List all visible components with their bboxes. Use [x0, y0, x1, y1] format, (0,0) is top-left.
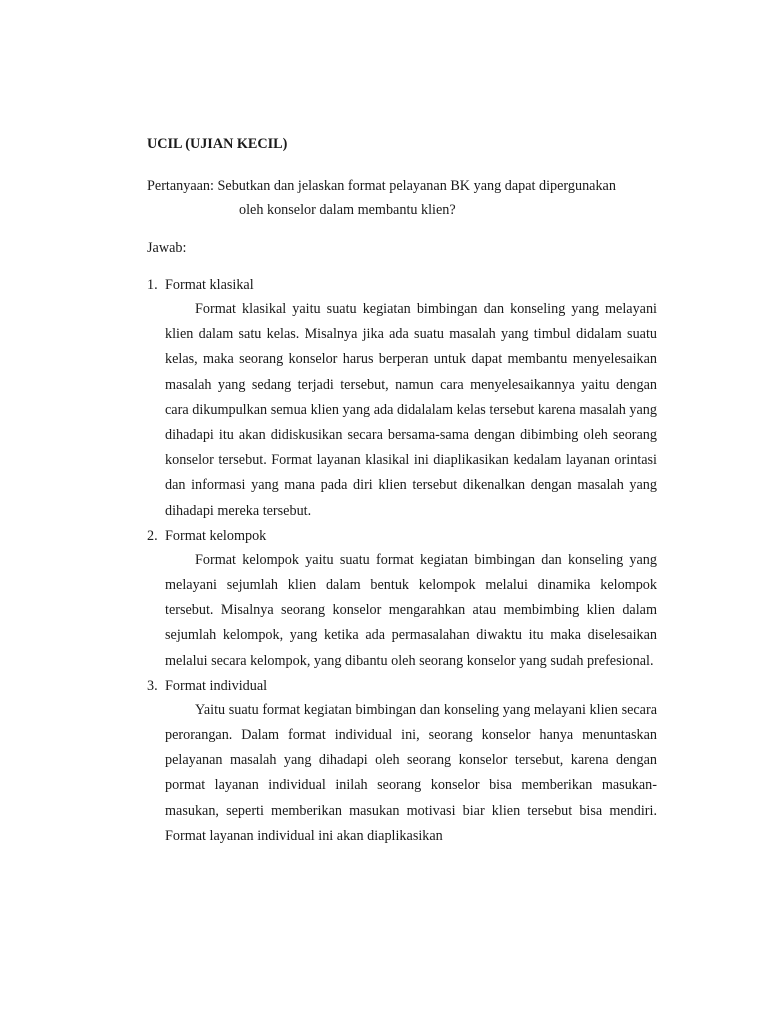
document-title: UCIL (UJIAN KECIL) [147, 136, 288, 152]
list-item-kelompok [147, 524, 657, 674]
answer-label: Jawab: [147, 240, 187, 256]
item-body: Yaitu suatu format kegiatan bimbingan dan konseling yang melayani klien secara perorangan. Dalam format individual ini, seorang konselor hanya menuntaskan pelayanan masalah yang dihadapi oleh seorang konselor tersebut, karena dengan pormat layanan individual inilah seorang konselor bisa memberikan masukan-masukan, seperti memberikan masukan motivasi biar klien tersebut bisa mendiri. Format layanan individual ini akan diaplikasikan [165, 701, 657, 844]
item-title: Format individual [165, 677, 268, 694]
item-body: Format kelompok yaitu suatu format kegiatan bimbingan dan konseling yang melayani sejumlah klien dalam bentuk kelompok melalui dinamika kelompok tersebut. Misalnya seorang konselor mengarahkan atau membimbing klien dalam sejumlah kelompok, yang ketika ada permasalahan diwaktu itu maka diselesaikan melalui secara kelompok, yang dibantu oleh seorang konselor yang sudah prefesional. [165, 551, 657, 669]
item-number: 2. [147, 527, 158, 544]
format-list [147, 273, 657, 849]
question-line-2: oleh konselor dalam membantu klien? [239, 202, 456, 218]
question-line-1: Pertanyaan: Sebutkan dan jelaskan format pelayanan BK yang dapat dipergunakan [147, 178, 616, 194]
item-title: Format kelompok [165, 527, 267, 544]
item-heading [147, 524, 657, 548]
question-block [147, 174, 667, 222]
item-heading [147, 674, 657, 698]
item-body: Format klasikal yaitu suatu kegiatan bimbingan dan konseling yang melayani klien dalam satu kelas. Misalnya jika ada suatu masalah yang timbul didalam suatu kelas, maka seorang konselor harus berperan untuk dapat membantu menyelesaikan masalah yang sedang terjadi tersebut, namun cara menyelesaikannya yaitu dengan cara dikumpulkan semua klien yang ada didalalam kelas tersebut karena masalah yang dihadapi itu akan didiskusikan secara bersama-sama dengan dibimbing oleh seorang konselor tersebut. Format layanan klasikal ini diaplikasikan kedalam layanan orintasi dan informasi yang mana pada diri klien tersebut dikenalkan dengan masalah yang dihadapi mereka tersebut. [165, 301, 657, 519]
list-item-klasikal [147, 273, 657, 524]
item-title: Format klasikal [165, 277, 254, 293]
list-item-individual [147, 674, 657, 849]
item-number: 3. [147, 677, 158, 694]
item-heading [147, 273, 657, 297]
item-number: 1. [147, 277, 158, 293]
